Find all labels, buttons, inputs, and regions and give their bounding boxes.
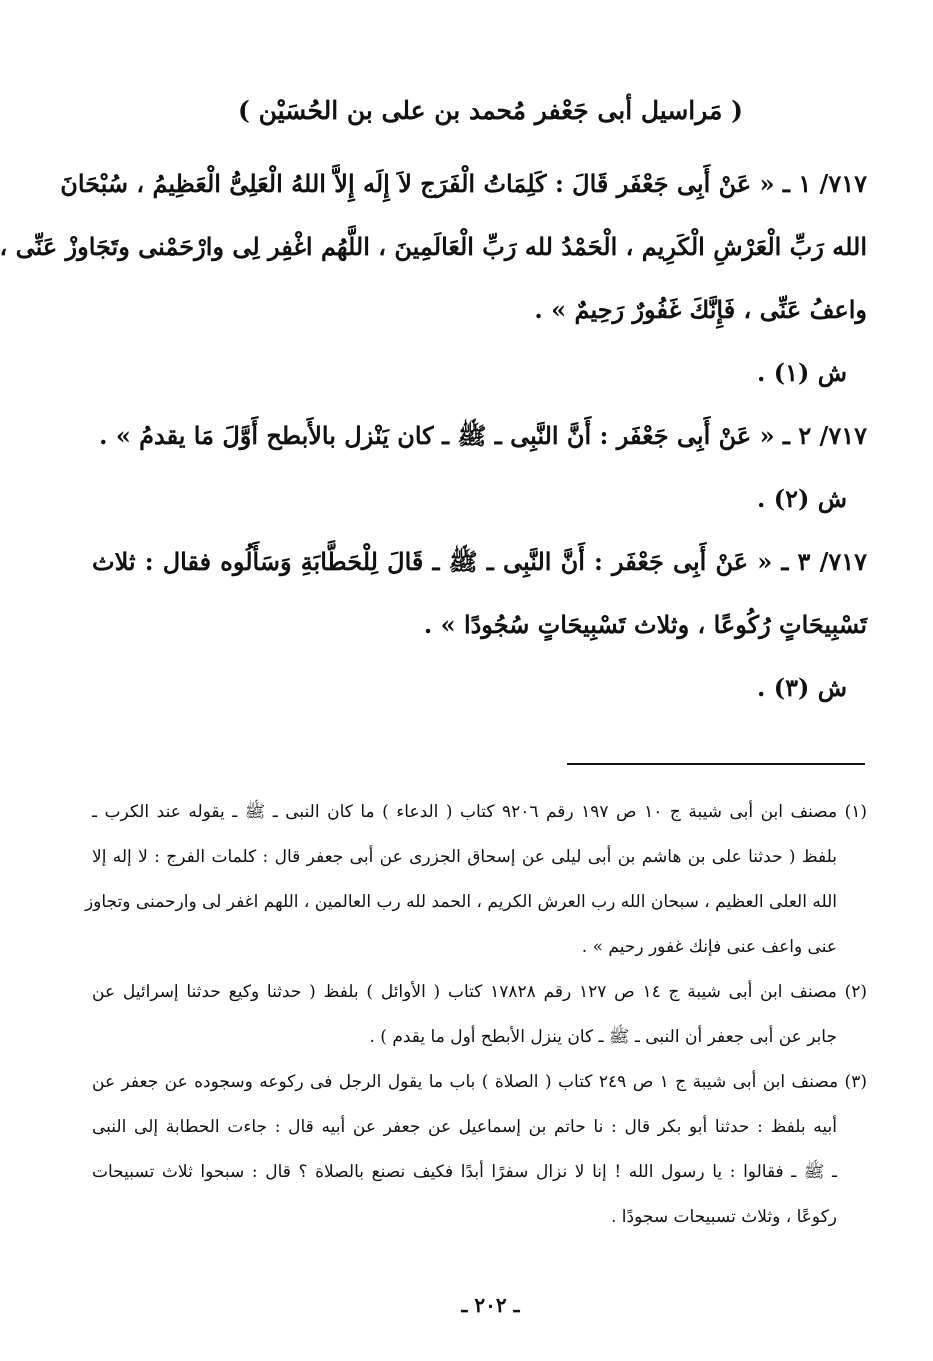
footnote bbox=[92, 970, 867, 1060]
hadith-source: ش (٣) . bbox=[757, 673, 847, 702]
footnote-line: ـ ﷺ ـ فقالوا : يا رسول الله ! إنا لا نزال سفرًا أبدًا فكيف نصنع بالصلاة ؟ قال : سبحوا ثلاث تسبيحات bbox=[92, 1162, 837, 1182]
hadith-source: ش (١) . bbox=[757, 358, 847, 387]
footnote-line: جابر عن أبى جعفر أن النبى ـ ﷺ ـ كان ينزل الأبطح أول ما يقدم ) . bbox=[369, 1027, 837, 1047]
footnote-separator bbox=[567, 763, 865, 765]
footnote-line: أبيه بلفظ : حدثنا أبو بكر قال : نا حاتم بن إسماعيل عن جعفر عن أبيه قال : جاءت الحطابة إلى النبى bbox=[92, 1117, 837, 1137]
footnote-line: (٣) مصنف ابن أبى شيبة ج ١ ص ٢٤٩ كتاب ( الصلاة ) باب ما يقول الرجل فى ركوعه وسجوده عن جعفر عن bbox=[92, 1072, 867, 1092]
hadith-entry bbox=[92, 530, 867, 719]
hadith-line: تَسْبِيحَاتٍ رُكُوعًا ، وثلاث تَسْبِيحَاتٍ سُجُودًا » . bbox=[423, 610, 867, 639]
footnote-line: ركوعًا ، وثلاث تسبيحات سجودًا . bbox=[610, 1207, 837, 1227]
section-title: ( مَراسيل أبى جَعْفر مُحمد بن على بن الحُسَيْن ) bbox=[238, 96, 743, 125]
page-number: ـ ٢٠٢ ـ bbox=[461, 1293, 520, 1317]
footnote-line: (١) مصنف ابن أبى شيبة ج ١٠ ص ١٩٧ رقم ٩٢٠٦ كتاب ( الدعاء ) ما كان النبى ـ ﷺ ـ يقوله عند الكرب ـ bbox=[92, 802, 867, 822]
footnote bbox=[92, 1060, 867, 1240]
footnote bbox=[84, 790, 867, 970]
footnotes bbox=[84, 790, 867, 1240]
footnote-line: عنى واعف عنى فإنك غفور رحيم » . bbox=[581, 937, 837, 957]
footnote-line: بلفظ ( حدثنا على بن هاشم بن أبى ليلى عن إسحاق الجزرى عن أبى جعفر قال : كلمات الفرج : لا إله إلا bbox=[92, 847, 837, 867]
hadith-text bbox=[0, 152, 868, 719]
hadith-line: الله رَبِّ الْعَرْشِ الْكَرِيم ، الْحَمْدُ لله رَبِّ الْعَالَمِينَ ، اللَّهُم اغْفِر لِى وارْحَمْنى وتَجَاوزْ عَنِّى ، bbox=[0, 232, 867, 261]
hadith-entry bbox=[0, 152, 867, 404]
hadith-line: ٧١٧/ ٢ ـ « عَنْ أَبِى جَعْفَر : أَنَّ النَّبِى ـ ﷺ ـ كان يَنْزل بالأَبطح أَوَّلَ مَا يقدمُ » . bbox=[99, 421, 867, 450]
footnote-line: الله العلى العظيم ، سبحان الله رب العرش الكريم ، الحمد لله رب العالمين ، اللهم اغفر لى وارحمنى وتجاوز bbox=[84, 892, 837, 912]
hadith-entry bbox=[92, 404, 867, 530]
footnote-line: (٢) مصنف ابن أبى شيبة ج ١٤ ص ١٢٧ رقم ١٧٨٢٨ كتاب ( الأوائل ) بلفظ ( حدثنا وكيع حدثنا إسرائيل عن bbox=[92, 982, 867, 1002]
hadith-line: واعفُ عَنِّى ، فَإِنَّكَ غَفُورٌ رَحِيمٌ » . bbox=[534, 295, 867, 324]
hadith-line: ٧١٧/ ١ ـ « عَنْ أَبِى جَعْفَر قَالَ : كَلِمَاتُ الْفَرَج لاَ إِلَه إِلاَّ اللهُ الْعَلِىُّ الْعَظِيمُ ، سُبْحَانَ bbox=[60, 169, 867, 198]
hadith-source: ش (٢) . bbox=[757, 484, 847, 513]
hadith-line: ٧١٧/ ٣ ـ « عَنْ أَبِى جَعْفَر : أَنَّ النَّبِى ـ ﷺ ـ قَالَ لِلْحَطَّابَةِ وَسَأَلُوه فقال : ثلاث bbox=[92, 547, 868, 576]
